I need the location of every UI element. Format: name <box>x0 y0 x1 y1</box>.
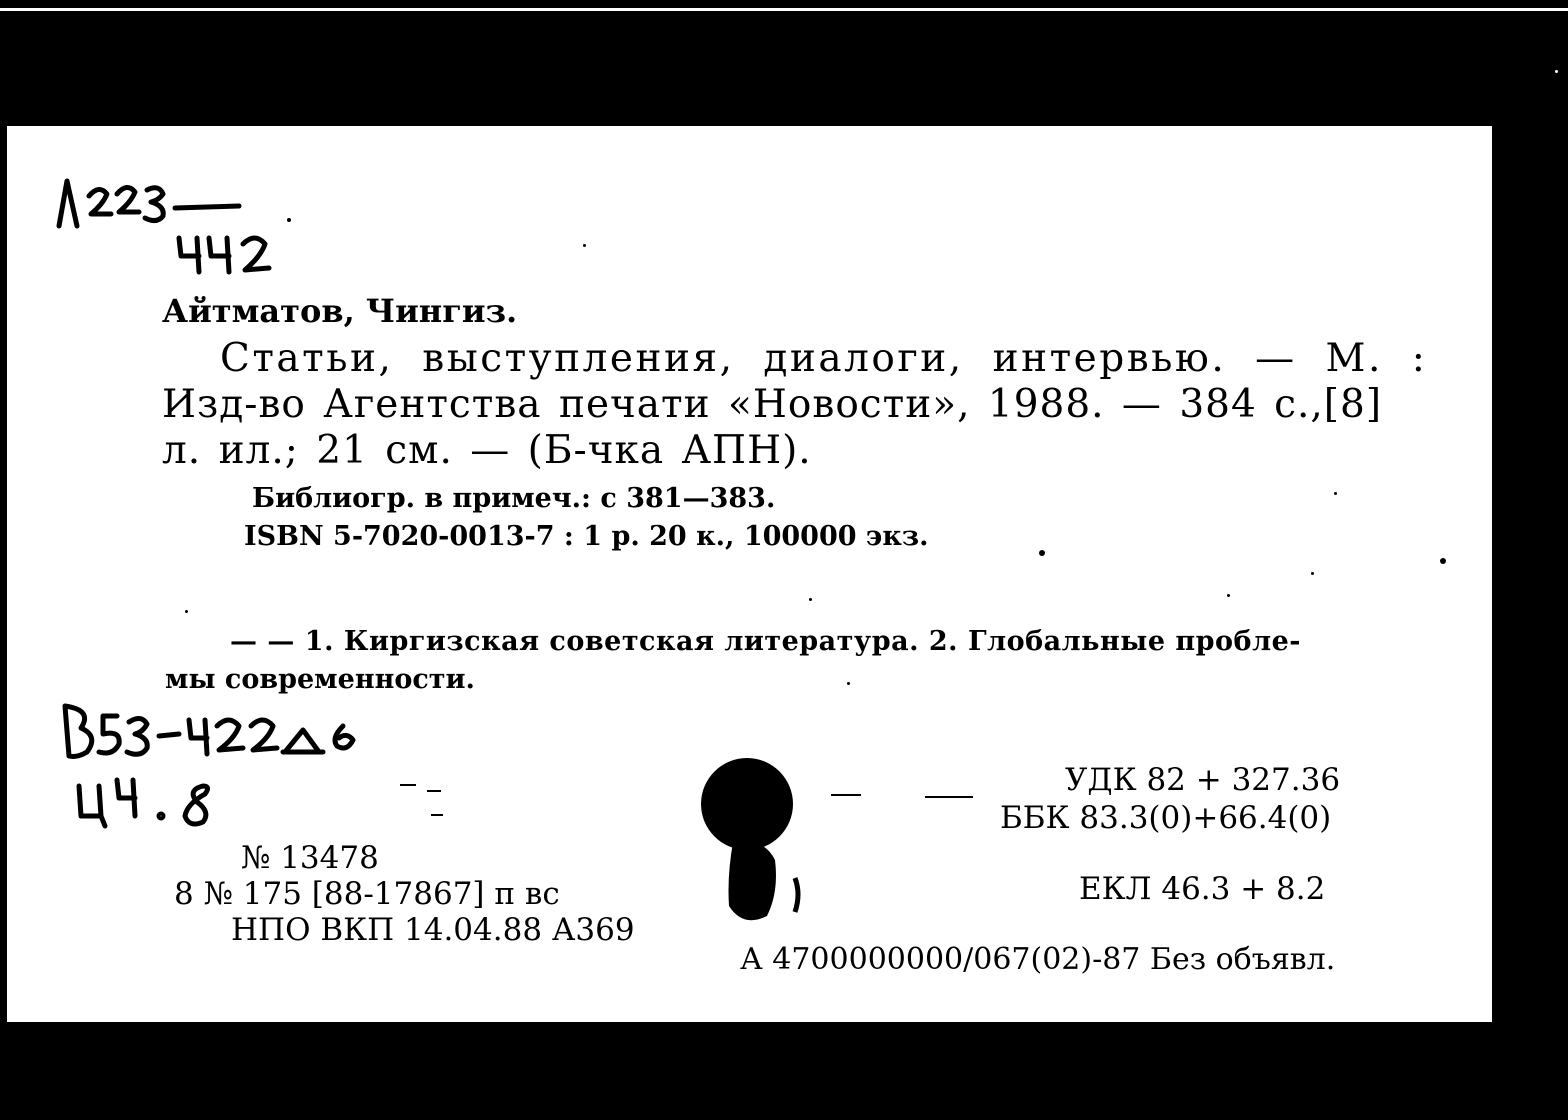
card-number: № 13478 <box>241 840 379 876</box>
title-line-2: Изд-во Агентства печати «Новости», 1988. — 384 с.,[8] <box>162 382 1383 427</box>
author-heading: Айтматов, Чингиз. <box>162 292 518 330</box>
ekl-index: ЕКЛ 46.3 + 8.2 <box>1079 871 1326 907</box>
scan-speck <box>583 244 586 247</box>
bbk-index: ББК 83.3(0)+66.4(0) <box>1000 800 1332 836</box>
scan-speck <box>809 598 812 601</box>
title-line-3: л. ил.; 21 см. — (Б-чка АПН). <box>162 428 812 473</box>
scan-speck <box>847 682 850 685</box>
scan-speck <box>1334 492 1337 495</box>
scan-speck <box>185 610 188 613</box>
subjects-line-1: — — 1. Киргизская советская литература. 2. Глобальные пробле- <box>230 626 1301 657</box>
catalog-card <box>7 126 1492 1022</box>
title-line-1: Статьи, выступления, диалоги, интервью. — М. : <box>220 336 1428 381</box>
scan-speck <box>287 218 291 222</box>
scan-dash <box>431 814 443 816</box>
ink-blot <box>697 756 817 936</box>
scan-speck <box>1440 558 1446 564</box>
bibliography-note: Библиогр. в примеч.: с 381—383. <box>252 483 776 514</box>
scan-speck <box>1039 550 1045 556</box>
scan-dash <box>925 796 973 798</box>
printer-line: НПО ВКП 14.04.88 А369 <box>231 912 635 948</box>
scan-dash <box>400 784 416 786</box>
scan-speck <box>1311 572 1314 575</box>
scan-dash <box>427 790 441 792</box>
isbn-note: ISBN 5-7020-0013-7 : 1 р. 20 к., 100000 экз. <box>244 521 929 552</box>
order-line: 8 № 175 [88-17867] п вс <box>174 876 560 912</box>
footer-line: А 4700000000/067(02)-87 Без объявл. <box>740 942 1336 977</box>
scan-speck <box>1227 594 1230 597</box>
scan-speck <box>1555 70 1558 73</box>
scan-dash <box>831 794 861 796</box>
udk-index: УДК 82 + 327.36 <box>1065 762 1341 798</box>
subjects-line-2: мы современности. <box>165 664 475 695</box>
scan-top-edge <box>0 0 1568 11</box>
